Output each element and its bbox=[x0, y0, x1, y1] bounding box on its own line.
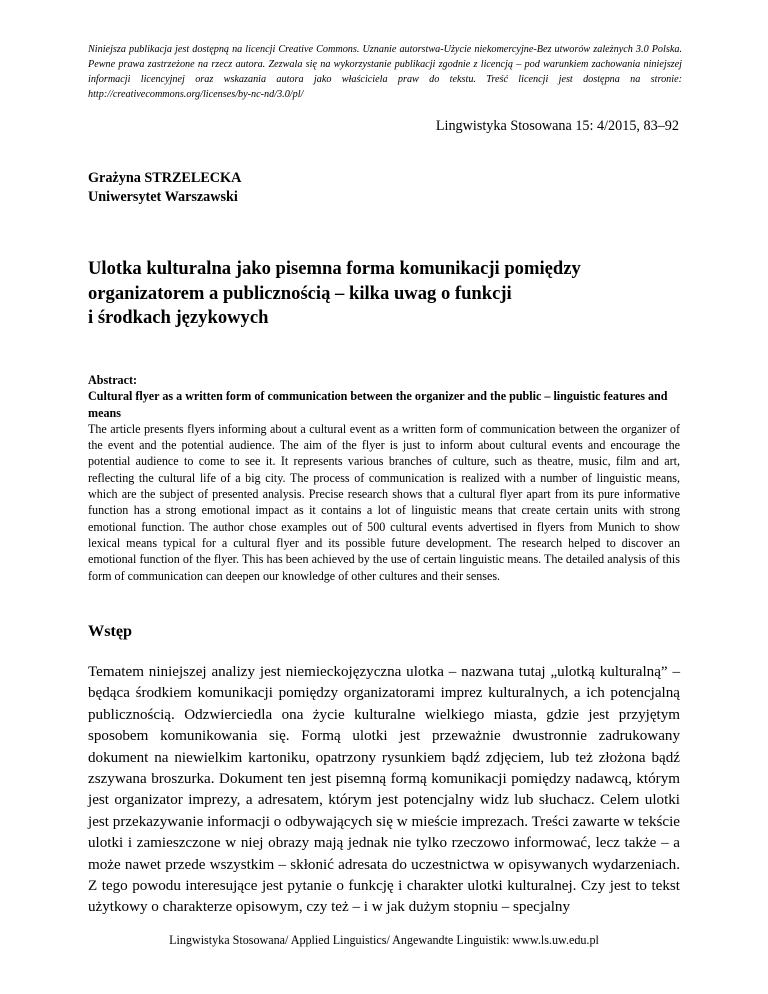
author-name: Grażyna STRZELECKA bbox=[88, 170, 242, 186]
paper-title bbox=[88, 257, 688, 331]
abstract-label: Abstract: bbox=[88, 373, 138, 387]
abstract-block bbox=[88, 372, 680, 584]
title-line: i środkach językowych bbox=[88, 307, 269, 328]
author-affiliation: Uniwersytet Warszawski bbox=[88, 189, 238, 205]
license-text: Niniejsza publikacja jest dostępną na licencji Creative Commons. Uznanie autorstwa-Użycie niekomercyjne-Bez utworów zależnych 3.0 Polska. Pewne prawa zastrzeżone na rzecz autora. Zezwala się na wykorzystanie publikacji zgodnie z licencją – pod warunkiem zachowania niniejszej informacji licencyjnej oraz wskazania autora jako właściciela praw do tekstu. Treść licencji jest dostępna na stronie: http://creativecommons.org/licenses/by-nc-nd/3.0/pl/ bbox=[88, 44, 682, 100]
abstract-body: The article presents flyers informing about a cultural event as a written form of communication between the organizer of the event and the potential audience. The aim of the flyer is just to inform about cultural events and encourage the potential audience to come to see it. It represents various branches of culture, such as theatre, music, film and art, reflecting the cultural life of a big city. The process of communication is realized with a number of linguistic means, which are the subject of presented analysis. Precise research shows that a cultural flyer apart from its pure informative function has a strong emotional impact as it contains a lot of linguistic means that create certain units with strong emotional function. The author chose examples out of 500 cultural events advertised in flyers from Munich to show lexical means typical for a cultural flyer and its possible future development. The research helped to discover an emotional function of the flyer. This has been achieved by the use of certain linguistic means. The detailed analysis of this form of communication can deepen our knowledge of other cultures and their senses. bbox=[88, 421, 680, 583]
journal-reference: Lingwistyka Stosowana 15: 4/2015, 83–92 bbox=[435, 118, 679, 134]
page-footer: Lingwistyka Stosowana/ Applied Linguistics/ Angewandte Linguistik: www.ls.uw.edu.pl bbox=[169, 933, 599, 947]
license-note bbox=[88, 42, 682, 102]
author-block bbox=[88, 169, 241, 207]
section-heading: Wstęp bbox=[88, 622, 133, 640]
title-line: Ulotka kulturalna jako pisemna forma komunikacji pomiędzy bbox=[88, 258, 581, 279]
intro-paragraph: Tematem niniejszej analizy jest niemieckojęzyczna ulotka – nazwana tutaj „ulotką kulturalną” – będąca środkiem komunikacji pomiędzy organizatorami imprez kulturalnych, a ich potencjalną publicznością. Odzwierciedla ona życie kulturalne wielkiego miasta, gdzie jest przyjętym sposobem komunikowania się. Formą ulotki jest przeważnie dwustronnie zadrukowany dokument na niewielkim kartoniku, opatrzony rysunkiem bądź zdjęciem, lub też złożona bądź zszywana broszurka. Dokument ten jest pisemną formą komunikacji pomiędzy nadawcą, którym jest organizator imprezy, a adresatem, którym jest potencjalny widz lub słuchacz. Celem ulotki jest przekazywanie informacji o odbywających się w mieście imprezach. Treści zawarte w tekście ulotki i zamieszczone w niej obrazy mają jednak nie tylko rzeczowo informować, lecz także – a może nawet przede wszystkim – skłonić adresata do uczestnictwa w opisywanych wydarzeniach. Z tego powodu interesujące jest pytanie o funkcję i charakter ulotki kulturalnej. Czy jest to tekst użytkowy o charakterze opisowym, czy też – i w jak dużym stopniu – specjalny bbox=[88, 664, 680, 916]
abstract-title: Cultural flyer as a written form of communication between the organizer and the public – linguistic features and means bbox=[88, 389, 668, 420]
title-line: organizatorem a publicznością – kilka uwag o funkcji bbox=[88, 282, 512, 304]
